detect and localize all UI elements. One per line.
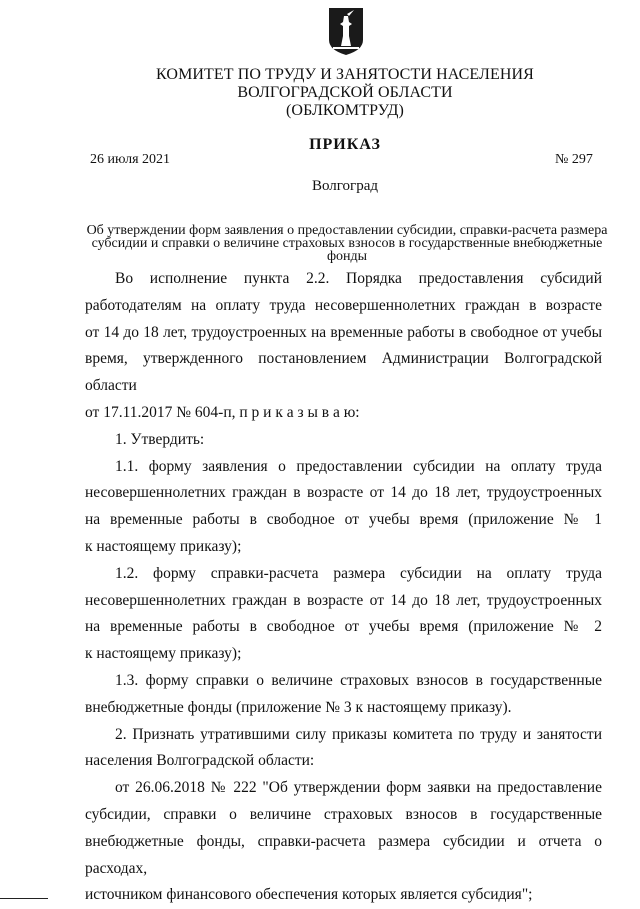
paragraph-line: 1.2. форму справки-расчета размера субсидии на оплату труда	[115, 564, 602, 582]
coat-of-arms-icon	[327, 6, 365, 56]
paragraph-line: к настоящему приказу);	[85, 537, 242, 555]
document-city: Волгоград	[311, 178, 378, 194]
document-number: № 297	[555, 152, 593, 167]
paragraph-line: от 17.11.2017 № 604-п, п р и к а з ы в а ю:	[85, 403, 360, 421]
org-name-line-2: ВОЛГОГРАДСКОЙ ОБЛАСТИ	[237, 84, 453, 101]
org-name-abbr: (ОБЛКОМТРУД)	[285, 102, 404, 119]
paragraph-line: от 26.06.2018 № 222 "Об утверждении форм заявки на предоставление	[115, 779, 602, 797]
document-subject: Об утверждении форм заявления о предоставлении субсидии, справки-расчета размера субсидии и справки о величине страховых взносов в государственные внебюджетные фонды	[86, 223, 608, 264]
document-body	[85, 266, 602, 909]
paragraph-line: внебюджетные фонды (приложение № 3 к настоящему приказу).	[85, 698, 512, 716]
paragraph-line: несовершеннолетних граждан в возрасте от 14 до 18 лет, трудоустроенных	[85, 591, 602, 609]
paragraph-line: источником финансового обеспечения которых является субсидия";	[85, 886, 533, 904]
document-date: 26 июля 2021	[90, 152, 171, 167]
paragraph-line: от 14 до 18 лет, трудоустроенных на временные работы в свободное от учебы	[85, 323, 602, 341]
paragraph-line: населения Волгоградской области:	[85, 752, 315, 770]
document-type: ПРИКАЗ	[309, 136, 381, 153]
paragraph-line: время, утвержденного постановлением Администрации Волгоградской области	[85, 350, 602, 395]
paragraph-line: 2. Признать утратившими силу приказы комитета по труду и занятости	[115, 725, 602, 743]
paragraph-line: на временные работы в свободное от учебы время (приложение № 1	[85, 511, 602, 529]
scan-edge-line	[0, 898, 48, 899]
paragraph-line: 1.1. форму заявления о предоставлении субсидии на оплату труда	[115, 457, 602, 475]
paragraph-line: 1. Утвердить:	[115, 430, 205, 448]
paragraph-line: работодателям на оплату труда несовершеннолетних граждан в возрасте	[85, 296, 602, 314]
paragraph-line: к настоящему приказу);	[85, 645, 242, 663]
paragraph-line: 1.3. форму справки о величине страховых взносов в государственные	[115, 671, 602, 689]
org-name-line-1: КОМИТЕТ ПО ТРУДУ И ЗАНЯТОСТИ НАСЕЛЕНИЯ	[156, 66, 534, 83]
paragraph-line: несовершеннолетних граждан в возрасте от 14 до 18 лет, трудоустроенных	[85, 484, 602, 502]
paragraph-line: на временные работы в свободное от учебы время (приложение № 2	[85, 618, 602, 636]
paragraph-line: внебюджетные фонды, справки-расчета размера субсидии и отчета о расходах,	[85, 832, 602, 877]
paragraph-line: субсидии, справки о величине страховых взносов в государственные	[85, 805, 602, 823]
paragraph-line: Во исполнение пункта 2.2. Порядка предоставления субсидий	[115, 270, 602, 287]
